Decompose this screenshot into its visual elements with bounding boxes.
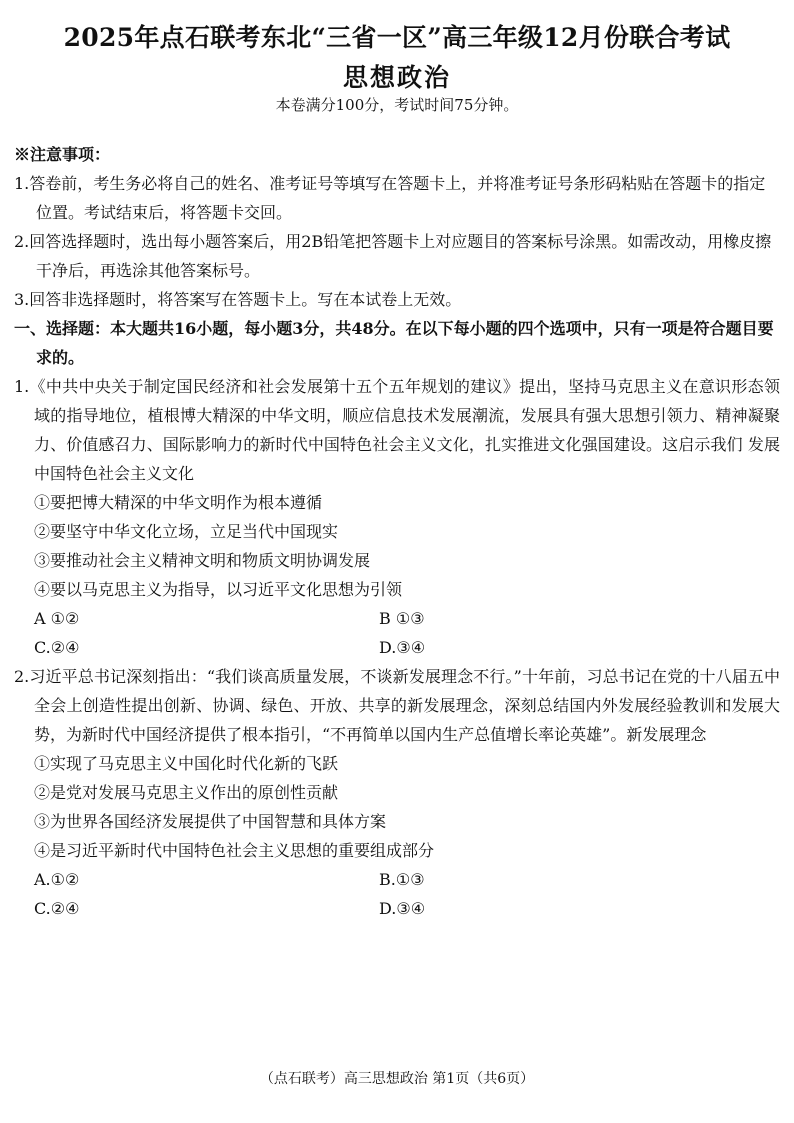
- option-b: B.①③: [379, 870, 425, 889]
- options-row: [14, 604, 780, 633]
- option-c: C.②④: [34, 899, 80, 918]
- exam-content: [14, 140, 780, 923]
- option-b: B ①③: [379, 609, 425, 628]
- exam-title: 2025年点石联考东北“三省一区”高三年级12月份联合考试: [63, 23, 731, 52]
- statement-3: ③为世界各国经济发展提供了中国智慧和具体方案: [34, 812, 387, 831]
- option-d: D.③④: [379, 899, 426, 918]
- exam-meta: 本卷满分100分，考试时间75分钟。: [275, 96, 519, 114]
- option-d: D.③④: [379, 638, 426, 657]
- options-row: [14, 865, 780, 894]
- question-2: [14, 662, 780, 923]
- subject-title: 思想政治: [342, 63, 451, 92]
- option-a: A ①②: [34, 609, 80, 628]
- question-stem: 1.《中共中央关于制定国民经济和社会发展第十五个五年规划的建议》提出，坚持马克思主义在意识形态领域的指导地位，植根博大精深的中华文明，顺应信息技术发展潮流，发展具有强大思想引领力、精神凝聚力、价值感召力、国际影响力的新时代中国特色社会主义文化，扎实推进文化强国建设。这启示我们 发展中国特色社会主义文化: [14, 377, 780, 483]
- note-item-1: 1.答卷前，考生务必将自己的姓名、准考证号等填写在答题卡上，并将准考证号条形码粘贴在答题卡的指定位置。考试结束后，将答题卡交回。: [14, 174, 766, 222]
- section-heading: 一、选择题：本大题共16小题，每小题3分，共48分。在以下每小题的四个选项中，只有一项是符合题目要求的。: [14, 319, 774, 367]
- statement-2: ②是党对发展马克思主义作出的原创性贡献: [34, 783, 339, 802]
- notes-heading: ※注意事项：: [14, 145, 111, 164]
- statement-4: ④要以马克思主义为指导，以习近平文化思想为引领: [34, 580, 403, 599]
- note-item-3: 3.回答非选择题时，将答案写在答题卡上。写在本试卷上无效。: [14, 290, 462, 309]
- options-row: [14, 894, 780, 923]
- statement-2: ②要坚守中华文化立场，立足当代中国现实: [34, 522, 339, 541]
- question-1: [14, 372, 780, 662]
- statement-1: ①要把博大精深的中华文明作为根本遵循: [34, 493, 323, 512]
- statement-3: ③要推动社会主义精神文明和物质文明协调发展: [34, 551, 371, 570]
- option-c: C.②④: [34, 638, 80, 657]
- question-stem: 2.习近平总书记深刻指出：“我们谈高质量发展，不谈新发展理念不行。”十年前，习总书记在党的十八届五中全会上创造性提出创新、协调、绿色、开放、共享的新发展理念，深刻总结国内外发展经验教训和发展大势，为新时代中国经济提供了根本指引，“不再简单以国内生产总值增长率论英雄”。新发展理念: [14, 667, 780, 744]
- page-footer: （点石联考）高三思想政治 第1页（共6页）: [259, 1071, 535, 1087]
- option-a: A.①②: [34, 870, 80, 889]
- options-row: [14, 633, 780, 662]
- statement-1: ①实现了马克思主义中国化时代化新的飞跃: [34, 754, 339, 773]
- note-item-2: 2.回答选择题时，选出每小题答案后，用2B铅笔把答题卡上对应题目的答案标号涂黑。如需改动，用橡皮擦干净后，再选涂其他答案标号。: [14, 232, 772, 280]
- statement-4: ④是习近平新时代中国特色社会主义思想的重要组成部分: [34, 841, 435, 860]
